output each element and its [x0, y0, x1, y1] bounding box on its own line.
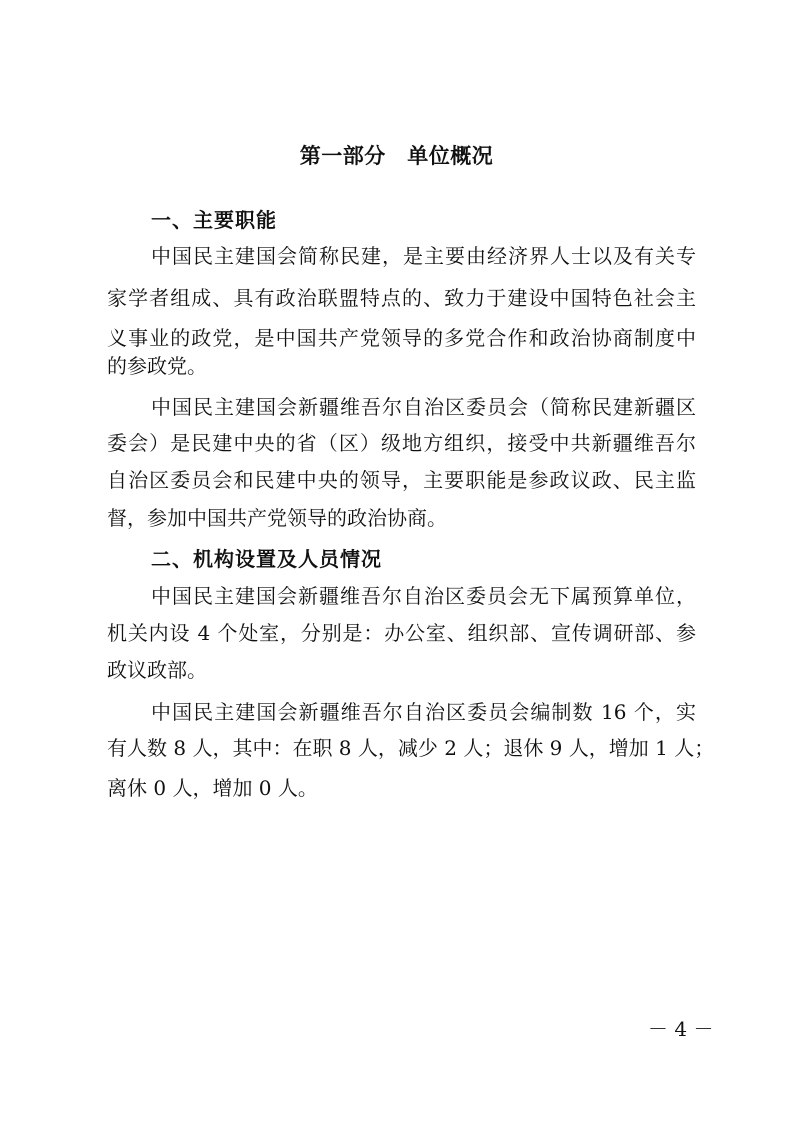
page-number: － 4 －	[648, 1017, 714, 1041]
text-line: 的参政党。	[107, 354, 207, 378]
text-line: 家学者组成、具有政治联盟特点的、致力于建设中国特色社会主	[107, 286, 696, 310]
page-title: 第一部分 单位概况	[299, 144, 494, 168]
text-line: 中国民主建国会简称民建，是主要由经济界人士以及有关专	[151, 244, 696, 268]
text-line: 中国民主建国会新疆维吾尔自治区委员会（简称民建新疆区	[151, 395, 696, 419]
text-line: 机关内设 4 个处室，分别是：办公室、组织部、宣传调研部、参	[107, 621, 696, 645]
text-line: 自治区委员会和民建中央的领导，主要职能是参政议政、民主监	[107, 468, 696, 492]
text-line: 中国民主建国会新疆维吾尔自治区委员会无下属预算单位，	[151, 584, 696, 608]
text-line: 义事业的政党，是中国共产党领导的多党合作和政治协商制度中	[107, 326, 696, 350]
text-line: 政议政部。	[107, 658, 207, 682]
section-heading-main-functions: 一、主要职能	[151, 208, 277, 232]
section-heading-organization-staffing: 二、机构设置及人员情况	[151, 547, 382, 571]
text-line: 离休 0 人，增加 0 人。	[107, 776, 318, 800]
text-line: 有人数 8 人，其中：在职 8 人，减少 2 人；退休 9 人，增加 1 人；	[107, 736, 715, 760]
text-line: 委会）是民建中央的省（区）级地方组织，接受中共新疆维吾尔	[107, 431, 696, 455]
text-line: 中国民主建国会新疆维吾尔自治区委员会编制数 16 个，实	[151, 700, 696, 724]
text-line: 督，参加中国共产党领导的政治协商。	[107, 506, 447, 530]
